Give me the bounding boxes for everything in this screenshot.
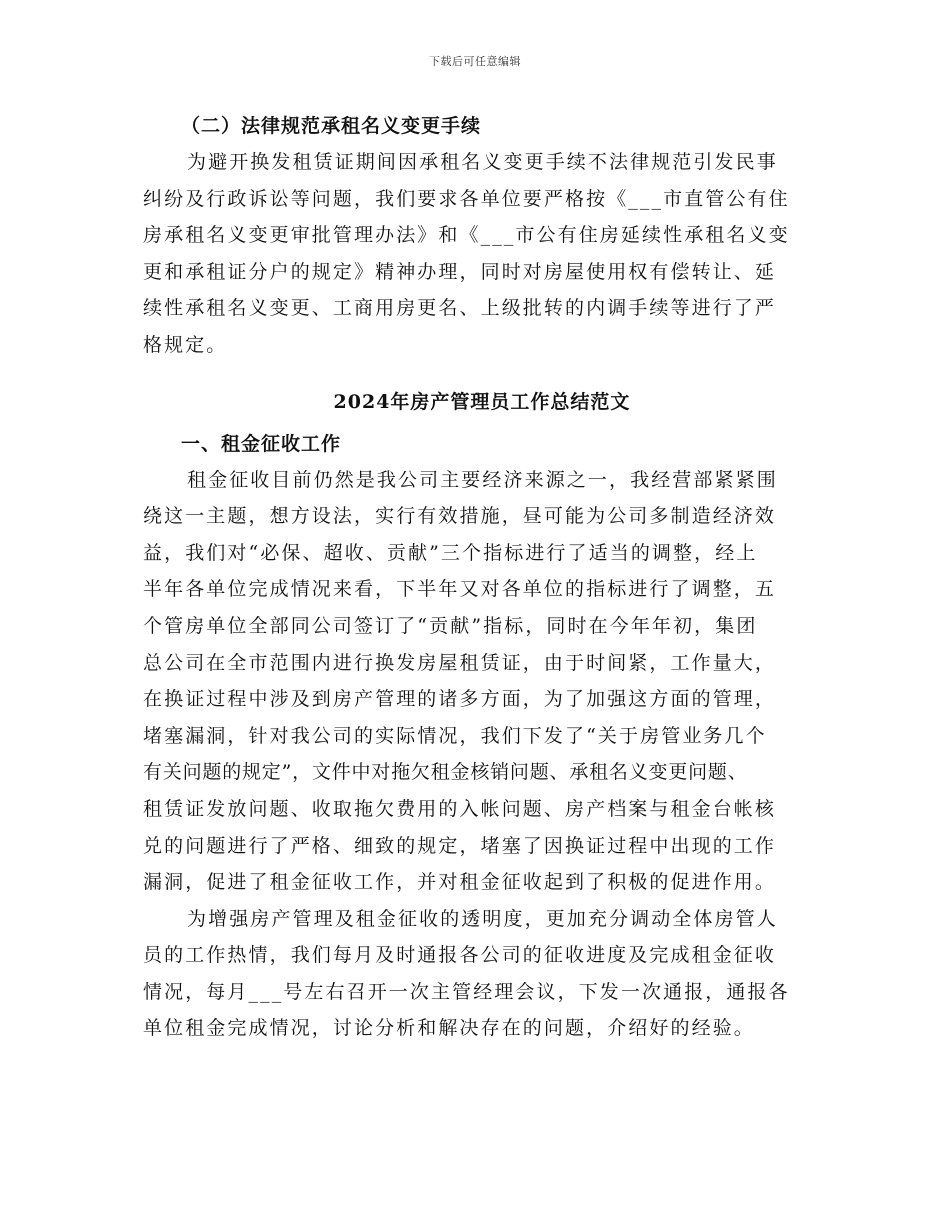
text-line: 总公司在全市范围内进行换发房屋租赁证，由于时间紧，工作量大， xyxy=(143,651,777,674)
text-line: 房承租名义变更审批管理办法》和《___市公有住房延续性承租名义变 xyxy=(143,224,790,247)
paragraph-rent-collection xyxy=(143,462,815,901)
section-heading-rent-collection: 一、租金征收工作 xyxy=(181,432,342,455)
text-line: 堵塞漏洞，针对我公司的实际情况，我们下发了“关于房管业务几个 xyxy=(143,724,767,747)
page-header-note: 下载后可任意编辑 xyxy=(429,55,521,68)
text-line: 益，我们对“必保、超收、贡献”三个指标进行了适当的调整，经上 xyxy=(143,541,758,564)
document-body xyxy=(143,108,815,1047)
text-line: 情况，每月___号左右召开一次主管经理会议，下发一次通报，通报各 xyxy=(143,980,790,1003)
text-line: 单位租金完成情况，讨论分析和解决存在的问题，介绍好的经验。 xyxy=(143,1017,755,1040)
text-line: 格规定。 xyxy=(143,333,228,356)
paragraph-transparency xyxy=(143,901,815,1047)
text-line: 漏洞，促进了租金征收工作，并对租金征收起到了积极的促进作用。 xyxy=(143,871,777,894)
text-line: 更和承租证分户的规定》精神办理，同时对房屋使用权有偿转让、延 xyxy=(143,260,777,283)
paragraph-legal-procedures xyxy=(143,144,815,364)
text-line: 员的工作热情，我们每月及时通报各公司的征收进度及完成租金征收 xyxy=(143,944,777,967)
text-line: 租赁证发放问题、收取拖欠费用的入帐问题、房产档案与租金台帐核 xyxy=(143,797,777,820)
text-line: 兑的问题进行了严格、细致的规定，堵塞了因换证过程中出现的工作 xyxy=(143,834,777,857)
text-line: 绕这一主题，想方设法，实行有效措施，昼可能为公司多制造经济效 xyxy=(143,505,777,528)
text-line: 为增强房产管理及租金征收的透明度，更加充分调动全体房管人 xyxy=(187,907,778,930)
text-line: 个管房单位全部同公司签订了“贡献”指标，同时在今年年初，集团 xyxy=(143,614,758,637)
text-line: 半年各单位完成情况来看，下半年又对各单位的指标进行了调整，五 xyxy=(143,578,777,601)
document-title: 2024年房产管理员工作总结范文 xyxy=(333,390,631,413)
text-line: 在换证过程中涉及到房产管理的诸多方面，为了加强这方面的管理， xyxy=(143,688,777,711)
text-line: 有关问题的规定”，文件中对拖欠租金核销问题、承租名义变更问题、 xyxy=(143,761,748,784)
text-line: 续性承租名义变更、工商用房更名、上级批转的内调手续等进行了严 xyxy=(143,297,777,320)
text-line: 租金征收目前仍然是我公司主要经济来源之一，我经营部紧紧围 xyxy=(187,468,778,491)
section-heading-legal-procedures: （二）法律规范承租名义变更手续 xyxy=(181,115,482,137)
text-line: 为避开换发租赁证期间因承租名义变更手续不法律规范引发民事 xyxy=(187,151,778,173)
text-line: 纠纷及行政诉讼等问题，我们要求各单位要严格按《___市直管公有住 xyxy=(143,187,790,210)
